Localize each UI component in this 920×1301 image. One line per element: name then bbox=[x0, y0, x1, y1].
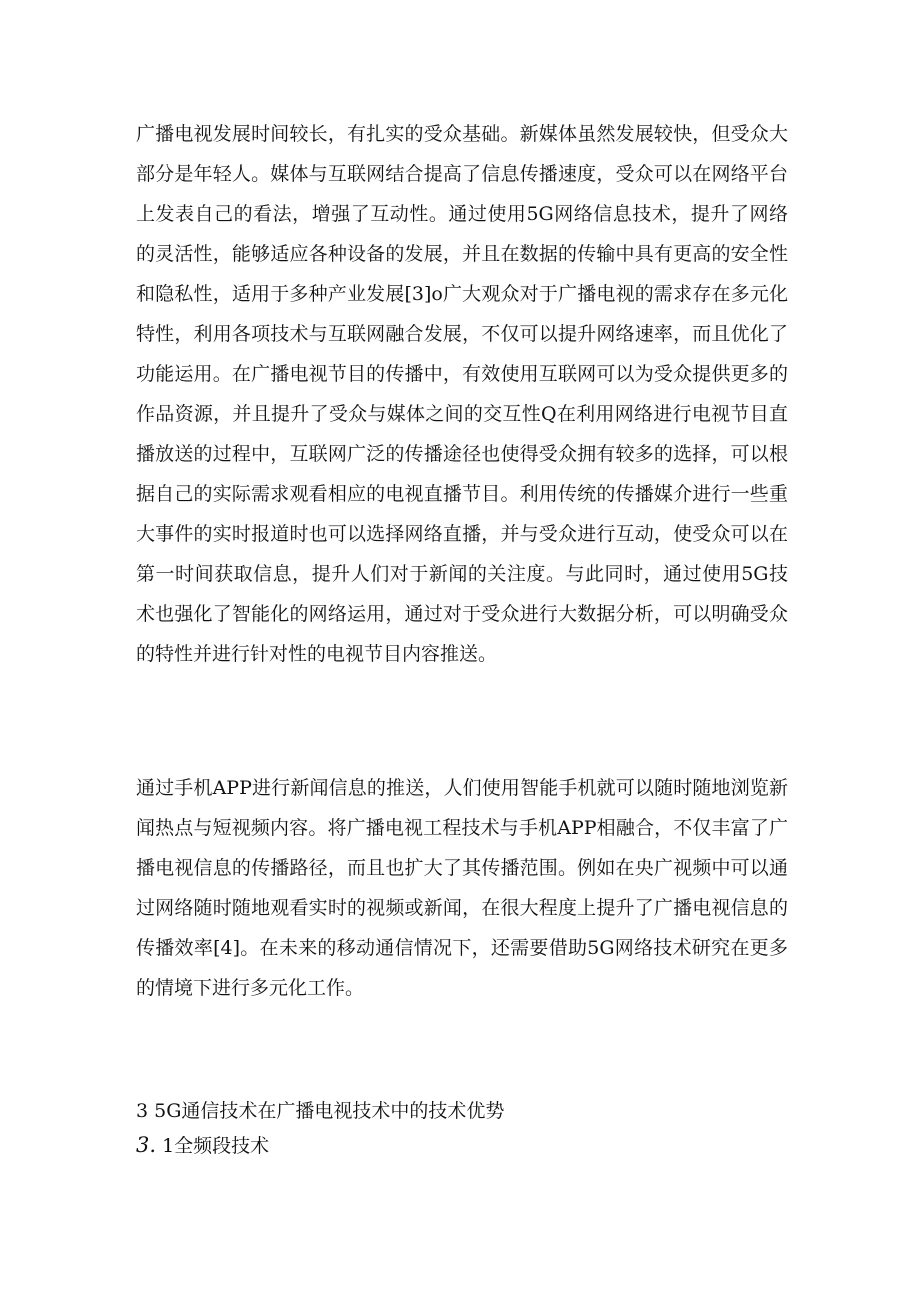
body-paragraph-2: 通过手机APP进行新闻信息的推送，人们使用智能手机就可以随时随地浏览新闻热点与短视频内容。将广播电视工程技术与手机APP相融合，不仅丰富了广播电视信息的传播路径，而且也扩大了其传播范围。例如在央广视频中可以通过网络随时随地观看实时的视频或新闻，在很大程度上提升了广播电视信息的传播效率[4]。在未来的移动通信情况下，还需要借助5G网络技术研究在更多的情境下进行多元化工作。 bbox=[136, 777, 788, 999]
subsection-heading bbox=[136, 1125, 788, 1166]
section-heading: 3 5G通信技术在广播电视技术中的技术优势 bbox=[136, 1100, 505, 1122]
body-paragraph-1: 广播电视发展时间较长，有扎实的受众基础。新媒体虽然发展较快，但受众大部分是年轻人。媒体与互联网结合提高了信息传播速度，受众可以在网络平台上发表自己的看法，增强了互动性。通过使用5G网络信息技术，提升了网络的灵活性，能够适应各种设备的发展，并且在数据的传输中具有更高的安全性和隐私性，适用于多种产业发展[3]o广大观众对于广播电视的需求存在多元化特性，利用各项技术与互联网融合发展，不仅可以提升网络速率，而且优化了功能运用。在广播电视节目的传播中，有效使用互联网可以为受众提供更多的作品资源，并且提升了受众与媒体之间的交互性Q在利用网络进行电视节目直播放送的过程中，互联网广泛的传播途径也使得受众拥有较多的选择，可以根据自己的实际需求观看相应的电视直播节目。利用传统的传播媒介进行一些重大事件的实时报道时也可以选择网络直播，并与受众进行互动，使受众可以在第一时间获取信息，提升人们对于新闻的关注度。与此同时，通过使用5G技术也强化了智能化的网络运用，通过对于受众进行大数据分析，可以明确受众的特性并进行针对性的电视节目内容推送。 bbox=[136, 123, 788, 665]
subsection-number: 3. bbox=[136, 1133, 157, 1157]
subsection-title: 1全频段技术 bbox=[162, 1135, 270, 1157]
